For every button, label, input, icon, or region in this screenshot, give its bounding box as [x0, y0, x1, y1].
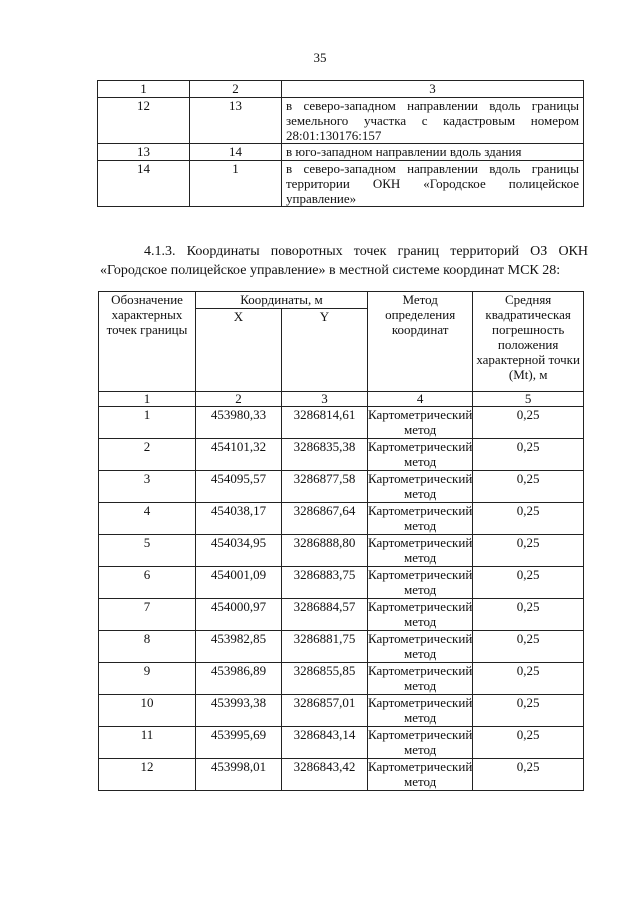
table-row [98, 144, 584, 161]
coords-header: Координаты, м [196, 292, 368, 309]
method-header: Метод определения координат [368, 292, 473, 392]
col-number: 4 [368, 392, 473, 407]
error-cell: 0,25 [473, 695, 584, 727]
col-number: 5 [473, 392, 584, 407]
point-cell: 3 [99, 471, 196, 503]
to-point: 13 [190, 98, 282, 144]
table-row [98, 98, 584, 144]
method-cell: Картометрический метод [368, 695, 473, 725]
point-cell: 10 [99, 695, 196, 727]
y-cell: 3286877,58 [282, 471, 368, 503]
x-cell: 454000,97 [196, 599, 282, 631]
method-cell: Картометрический метод [368, 727, 473, 757]
table-row [99, 695, 584, 727]
x-cell: 453982,85 [196, 631, 282, 663]
col-header-3: 3 [282, 81, 584, 98]
point-cell: 1 [99, 407, 196, 439]
method-cell: Картометрический метод [368, 535, 473, 565]
error-cell: 0,25 [473, 439, 584, 471]
error-cell: 0,25 [473, 759, 584, 791]
error-cell: 0,25 [473, 407, 584, 439]
method-cell: Картометрический метод [368, 439, 473, 469]
method-cell: Картометрический метод [368, 471, 473, 501]
x-cell: 454095,57 [196, 471, 282, 503]
method-cell: Картометрический метод [368, 503, 473, 533]
y-cell: 3286814,61 [282, 407, 368, 439]
table-row [99, 535, 584, 567]
page-number: 35 [313, 50, 327, 65]
x-cell: 453998,01 [196, 759, 282, 791]
x-cell: 453993,38 [196, 695, 282, 727]
table-row [99, 503, 584, 535]
point-cell: 2 [99, 439, 196, 471]
point-cell: 7 [99, 599, 196, 631]
x-cell: 454001,09 [196, 567, 282, 599]
coordinates-table [98, 291, 584, 791]
col-header-2: 2 [190, 81, 282, 98]
method-cell: Картометрический метод [368, 631, 473, 661]
table-row [99, 599, 584, 631]
error-cell: 0,25 [473, 503, 584, 535]
table-header-row [99, 292, 584, 309]
y-cell: 3286843,42 [282, 759, 368, 791]
error-cell: 0,25 [473, 727, 584, 759]
table-row [99, 407, 584, 439]
x-cell: 454034,95 [196, 535, 282, 567]
segment-description: в юго-западном направлении вдоль здания [282, 144, 584, 161]
table-row [99, 663, 584, 695]
method-cell: Картометрический метод [368, 759, 473, 789]
from-point: 12 [98, 98, 190, 144]
y-cell: 3286888,80 [282, 535, 368, 567]
x-cell: 454038,17 [196, 503, 282, 535]
error-cell: 0,25 [473, 599, 584, 631]
error-cell: 0,25 [473, 535, 584, 567]
error-header: Средняя квадратическая погрешность положения характерной точки (Mt), м [473, 292, 584, 392]
y-cell: 3286883,75 [282, 567, 368, 599]
point-cell: 6 [99, 567, 196, 599]
y-cell: 3286867,64 [282, 503, 368, 535]
boundary-description-table [97, 80, 584, 207]
segment-description: в северо-западном направлении вдоль границы земельного участка с кадастровым номером 28:01:130176:157 [282, 98, 584, 144]
y-header: Y [282, 309, 368, 392]
to-point: 1 [190, 161, 282, 207]
table-row [99, 727, 584, 759]
y-cell: 3286855,85 [282, 663, 368, 695]
x-cell: 453986,89 [196, 663, 282, 695]
table-row [99, 631, 584, 663]
point-cell: 12 [99, 759, 196, 791]
table-row [99, 471, 584, 503]
method-cell: Картометрический метод [368, 599, 473, 629]
from-point: 14 [98, 161, 190, 207]
method-cell: Картометрический метод [368, 663, 473, 693]
col-number: 3 [282, 392, 368, 407]
column-number-row [99, 392, 584, 407]
point-cell: 4 [99, 503, 196, 535]
table-row [99, 759, 584, 791]
col-number: 2 [196, 392, 282, 407]
col-number: 1 [99, 392, 196, 407]
to-point: 14 [190, 144, 282, 161]
y-cell: 3286843,14 [282, 727, 368, 759]
y-cell: 3286884,57 [282, 599, 368, 631]
table-row [98, 161, 584, 207]
method-cell: Картометрический метод [368, 407, 473, 437]
table-row [99, 567, 584, 599]
x-header: X [196, 309, 282, 392]
x-cell: 454101,32 [196, 439, 282, 471]
y-cell: 3286835,38 [282, 439, 368, 471]
from-point: 13 [98, 144, 190, 161]
point-cell: 5 [99, 535, 196, 567]
error-cell: 0,25 [473, 471, 584, 503]
point-cell: 9 [99, 663, 196, 695]
error-cell: 0,25 [473, 567, 584, 599]
y-cell: 3286881,75 [282, 631, 368, 663]
x-cell: 453980,33 [196, 407, 282, 439]
y-cell: 3286857,01 [282, 695, 368, 727]
error-cell: 0,25 [473, 663, 584, 695]
point-cell: 8 [99, 631, 196, 663]
segment-description: в северо-западном направлении вдоль границы территории ОКН «Городское полицейское управление» [282, 161, 584, 207]
table-row [99, 439, 584, 471]
section-paragraph: 4.1.3. Координаты поворотных точек границ территорий ОЗ ОКН «Городское полицейское управление» в местной системе координат МСК 28: [100, 244, 588, 278]
error-cell: 0,25 [473, 631, 584, 663]
method-cell: Картометрический метод [368, 567, 473, 597]
table-header-row [98, 81, 584, 98]
point-header: Обозначение характерных точек границы [99, 292, 196, 392]
point-cell: 11 [99, 727, 196, 759]
x-cell: 453995,69 [196, 727, 282, 759]
col-header-1: 1 [98, 81, 190, 98]
